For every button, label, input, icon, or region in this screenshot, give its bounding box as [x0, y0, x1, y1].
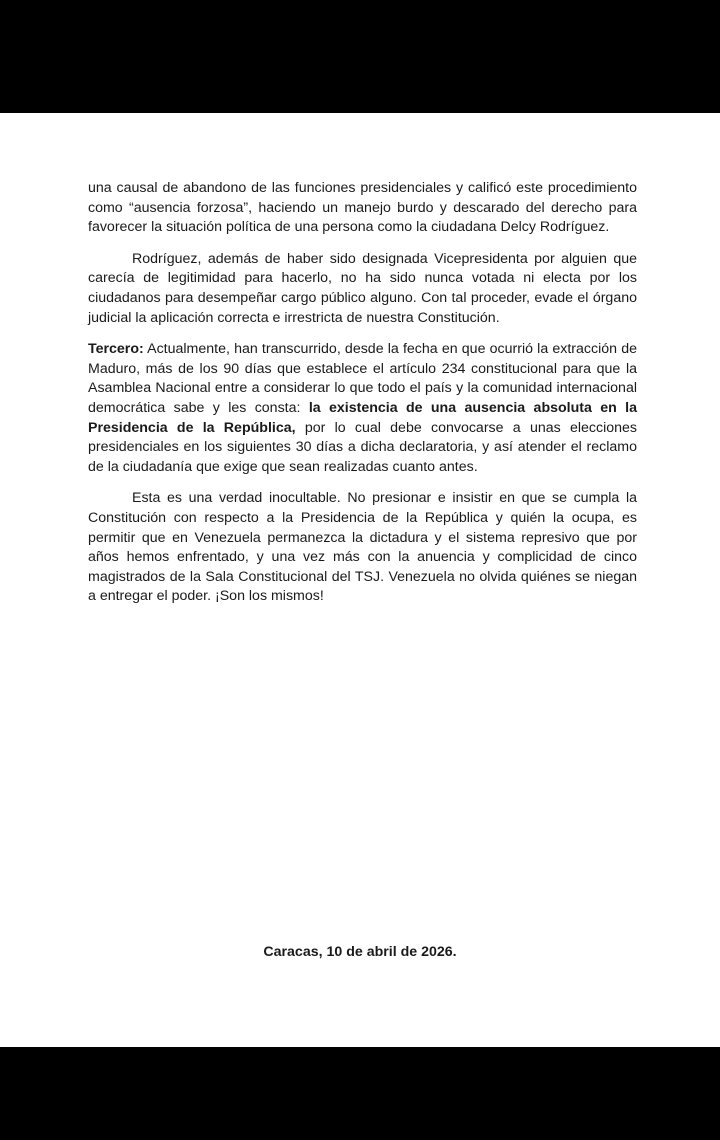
tercero-text-b: por lo cual debe convocarse a unas elecciones presidenciales en los siguientes 30 días a dicha declaratoria, y así atender el reclamo de la ciudadanía que exige que sean realizadas cuanto antes.	[88, 419, 637, 475]
tercero-label: Tercero:	[88, 341, 144, 358]
paragraph-tercero	[88, 340, 637, 477]
closing-date: Caracas, 10 de abril de 2026.	[263, 944, 457, 960]
paragraph-abandono: una causal de abandono de las funciones presidenciales y calificó este procedimiento como “ausencia forzosa”, haciendo un manejo burdo y descarado del derecho para favorecer la situación política de una persona como la ciudadana Delcy Rodríguez.	[88, 180, 637, 236]
document-page	[0, 113, 720, 1047]
document-body	[88, 179, 637, 619]
tercero-bold-text: la existencia de una ausencia absoluta en la Presidencia de la República,	[88, 399, 637, 436]
paragraph-verdad: Esta es una verdad inocultable. No presionar e insistir en que se cumpla la Constitución con respecto a la Presidencia de la República y quién la ocupa, es permitir que en Venezuela permanezca la dictadura y el sistema represivo que por años hemos enfrentado, y una vez más con la anuencia y complicidad de cinco magistrados de la Sala Constitucional del TSJ. Venezuela no olvida quiénes se niegan a entregar el poder. ¡Son los mismos!	[88, 490, 637, 605]
paragraph-rodriguez: Rodríguez, además de haber sido designada Vicepresidenta por alguien que carecía de legitimidad para hacerlo, no ha sido nunca votada ni electa por los ciudadanos para desempeñar cargo público alguno. Con tal proceder, evade el órgano judicial la aplicación correcta e irrestricta de nuestra Constitución.	[88, 250, 637, 326]
tercero-text-a: Actualmente, han transcurrido, desde la fecha en que ocurrió la extracción de Maduro, más de los 90 días que establece el artículo 234 constitucional para que la Asamblea Nacional entre a considerar lo que todo el país y la comunidad internacional democrática sabe y les consta:	[88, 341, 637, 416]
